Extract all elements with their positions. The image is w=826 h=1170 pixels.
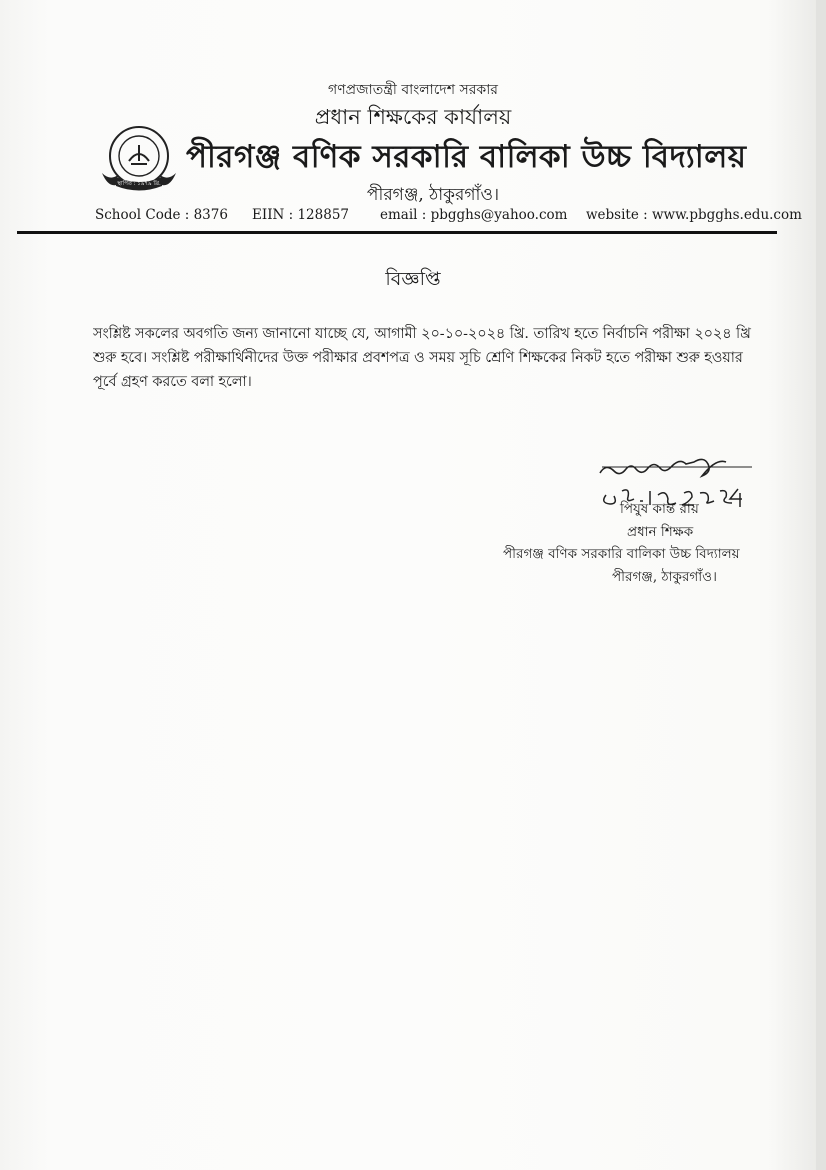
eiin-number: EIIN : 128857	[252, 207, 349, 223]
signatory-address: পীরগঞ্জ, ঠাকুরগাঁও।	[612, 569, 717, 585]
notice-line: সংশ্লিষ্ট সকলের অবগতি জন্য জানানো যাচ্ছে যে, আগামী ২০-১০-২০২৪ খ্রি. তারিখ হতে নির্বাচনি পরীক্ষা ২০২৪ খ্রি	[93, 326, 751, 342]
signature-text: পিযুষ ০৭.১০.২০২৪	[592, 455, 601, 456]
header-divider	[17, 231, 777, 234]
signatory-school: পীরগঞ্জ বণিক সরকারি বালিকা উচ্চ বিদ্যালয়	[503, 546, 740, 562]
notice-line: পূর্বে গ্রহণ করতে বলা হলো।	[93, 374, 252, 390]
notice-line: শুরু হবে। সংশ্লিষ্ট পরীক্ষার্থিনীদের উক্ত পরীক্ষার প্রবশপত্র ও সময় সূচি শ্রেণি শিক্ষকের নিকট হতে পরীক্ষা শুরু হওয়ার	[93, 350, 743, 366]
email-address: email : pbgghs@yahoo.com	[380, 207, 568, 223]
notice-body	[93, 322, 783, 394]
notice-title: বিজ্ঞপ্তি	[385, 268, 441, 290]
signatory-name: পিযুষ কান্ত রায়	[620, 501, 699, 517]
school-name: পীরগঞ্জ বণিক সরকারি বালিকা উচ্চ বিদ্যালয়	[186, 139, 747, 175]
website-address: website : www.pbgghs.edu.com	[586, 207, 802, 223]
school-address: পীরগঞ্জ, ঠাকুরগাঁও।	[366, 185, 500, 205]
school-code: School Code : 8376	[95, 207, 228, 223]
government-line: গণপ্রজাতন্ত্রী বাংলাদেশ সরকার	[328, 82, 498, 98]
emblem-ribbon-text: স্থাপিত : ১৯৭৯ খ্রি.	[117, 181, 161, 187]
signatory-designation: প্রধান শিক্ষক	[627, 524, 694, 540]
page-edge	[816, 0, 826, 1170]
office-title: প্রধান শিক্ষকের কার্যালয়	[314, 105, 512, 129]
